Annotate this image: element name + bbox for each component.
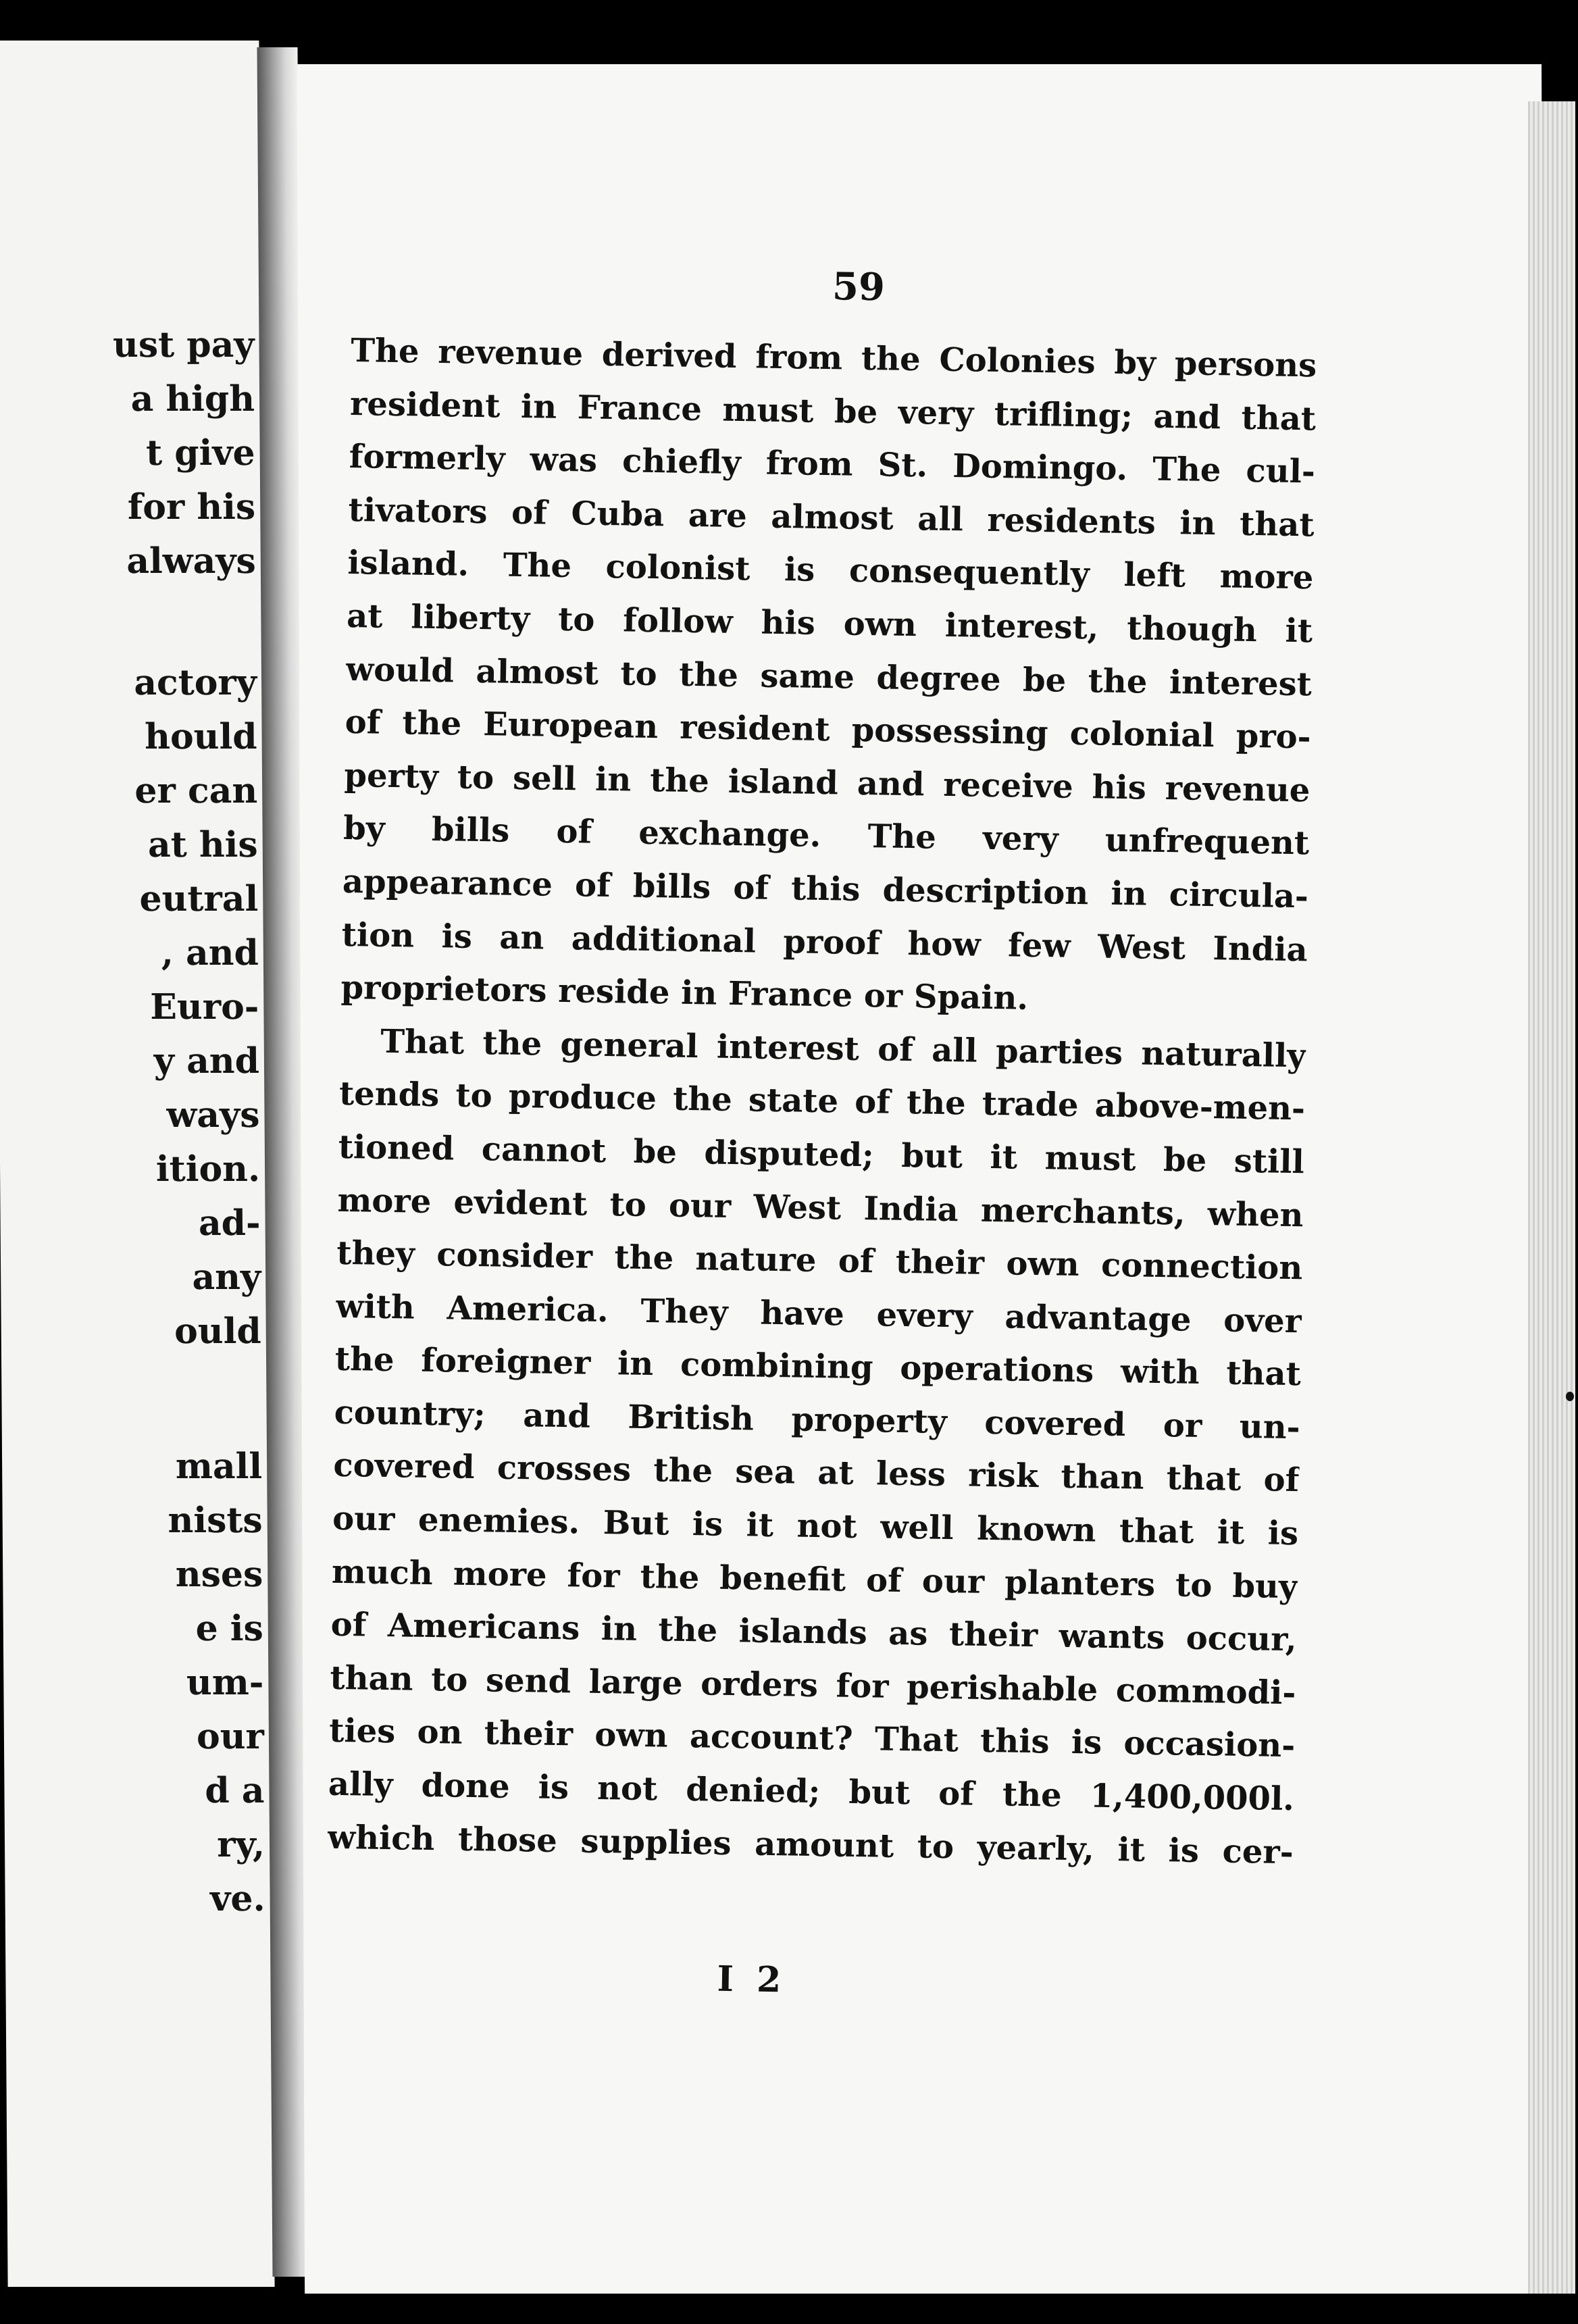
facing-page xyxy=(0,41,275,2287)
text-line: ally done is not denied; but of the 1,400,000l. xyxy=(328,1765,1295,1819)
facing-line: ways xyxy=(166,1094,260,1136)
paragraph-end-line: proprietors reside in France or Spain. xyxy=(340,969,1029,1017)
facing-line: always xyxy=(126,540,256,582)
facing-line: eutral xyxy=(139,878,259,919)
text-line: perty to sell in the island and receive his revenue xyxy=(344,756,1310,810)
recto-text-block xyxy=(327,264,1317,2001)
text-line: tion is an additional proof how few West India xyxy=(341,915,1308,969)
facing-line: d a xyxy=(205,1770,265,1811)
facing-line: actory xyxy=(134,662,257,703)
facing-line: ition. xyxy=(155,1148,261,1190)
facing-line: at his xyxy=(147,824,258,865)
text-line: covered crosses the sea at less risk than that of xyxy=(333,1446,1300,1500)
text-line: island. The colonist is consequently left more xyxy=(347,544,1314,597)
facing-line: um- xyxy=(186,1662,264,1703)
text-line: with America. They have every advantage over xyxy=(335,1287,1302,1340)
text-line: at liberty to follow his own interest, though it xyxy=(346,597,1313,651)
text-line: which those supplies amount to yearly, it is cer- xyxy=(327,1818,1294,1871)
facing-line: Euro- xyxy=(150,986,259,1028)
facing-line: hould xyxy=(144,716,257,757)
text-line: by bills of exchange. The very unfrequent xyxy=(342,809,1310,863)
text-line: of Americans in the islands as their wants occur, xyxy=(330,1606,1298,1659)
page-fore-edge xyxy=(1528,101,1575,2294)
text-line: than to send large orders for perishable commodi- xyxy=(330,1659,1296,1713)
text-line: ties on their own account? That this is occasion- xyxy=(328,1712,1296,1765)
ink-speck xyxy=(1566,1392,1574,1401)
text-line: tends to produce the state of the trade above-men- xyxy=(338,1075,1306,1128)
text-line: appearance of bills of this description in circula- xyxy=(342,862,1309,916)
text-line: The revenue derived from the Colonies by persons xyxy=(350,331,1317,385)
text-line: much more for the benefit of our planters to buy xyxy=(331,1552,1298,1606)
text-line: tioned cannot be disputed; but it must be still xyxy=(338,1128,1305,1182)
text-line: our enemies. But is it not well known that it is xyxy=(332,1499,1299,1553)
text-line: of the European resident possessing colonial pro- xyxy=(345,703,1312,757)
facing-line: t give xyxy=(145,432,255,474)
text-line: more evident to our West India merchants, when xyxy=(337,1181,1304,1234)
text-line: the foreigner in combining operations with that xyxy=(334,1340,1302,1394)
page-number: 59 xyxy=(832,264,886,310)
signature-mark: I 2 xyxy=(717,1958,787,2001)
text-line: country; and British property covered or un- xyxy=(334,1393,1300,1447)
paragraph-start-line: That the general interest of all parties naturally xyxy=(380,1022,1306,1076)
text-line: tivators of Cuba are almost all residents in that xyxy=(348,490,1315,545)
facing-line: for his xyxy=(127,486,256,528)
facing-line: er can xyxy=(134,770,258,811)
facing-line: our xyxy=(196,1716,265,1757)
facing-line: any xyxy=(192,1257,261,1298)
facing-line: ry, xyxy=(217,1824,265,1865)
facing-line: mall xyxy=(175,1446,263,1487)
facing-line: ve. xyxy=(209,1878,265,1919)
facing-line: ould xyxy=(174,1311,261,1352)
facing-line: ad- xyxy=(198,1203,261,1244)
facing-line: nists xyxy=(168,1500,263,1541)
facing-line: y and xyxy=(153,1040,260,1082)
text-line: they consider the nature of their own connection xyxy=(336,1234,1303,1288)
facing-line: , and xyxy=(161,932,259,974)
facing-line: ust pay xyxy=(112,324,255,365)
text-line: formerly was chiefly from St. Domingo. The cul- xyxy=(349,438,1316,491)
facing-line: nses xyxy=(175,1554,263,1595)
text-line: resident in France must be very trifling; and that xyxy=(349,384,1317,438)
facing-line: e is xyxy=(195,1608,264,1649)
facing-line: a high xyxy=(130,378,255,420)
text-line: would almost to the same degree be the interest xyxy=(345,650,1313,703)
